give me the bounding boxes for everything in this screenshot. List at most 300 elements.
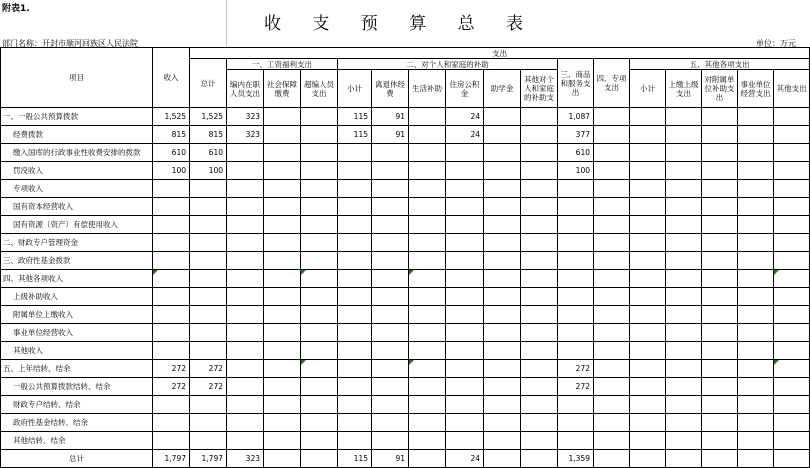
- table-row: [1, 198, 810, 216]
- cell-income: 610: [153, 144, 190, 162]
- cell-g5ent: [738, 378, 774, 396]
- cell-g1a: 323: [227, 108, 264, 126]
- cell-g2liv: [409, 162, 446, 180]
- cell-special: [594, 342, 630, 360]
- table-row: [1, 126, 810, 144]
- cell-g2liv: [409, 180, 446, 198]
- cell-g1a: [227, 432, 264, 450]
- cell-g5ent: [738, 216, 774, 234]
- cell-g2hou: [446, 360, 484, 378]
- cell-g2oth: [521, 126, 558, 144]
- cell-g5ent: [738, 180, 774, 198]
- row-label: 二、财政专户管理资金: [1, 234, 153, 252]
- cell-g1c: [301, 126, 338, 144]
- cell-g2sub: [338, 324, 372, 342]
- cell-g5up: [666, 198, 702, 216]
- cell-g5aff: [702, 306, 738, 324]
- cell-g2sub: 115: [338, 108, 372, 126]
- cell-g1b: [264, 216, 301, 234]
- cell-g5aff: [702, 108, 738, 126]
- cell-income: 272: [153, 360, 190, 378]
- header-group-wages: 一、工资福利支出: [227, 59, 338, 70]
- cell-g1a: [227, 396, 264, 414]
- cell-g1c: [301, 144, 338, 162]
- cell-g2ret: [372, 414, 409, 432]
- cell-g1a: [227, 162, 264, 180]
- cell-g2sub: 115: [338, 450, 372, 468]
- cell-g5aff: [702, 126, 738, 144]
- cell-g1a: [227, 342, 264, 360]
- cell-g5up: [666, 378, 702, 396]
- cell-special: [594, 108, 630, 126]
- row-label: 政府性基金结转、结余: [1, 414, 153, 432]
- cell-g1c: [301, 450, 338, 468]
- cell-special: [594, 216, 630, 234]
- cell-g2stu: [484, 432, 521, 450]
- footnote-label: 附表1.: [2, 4, 30, 14]
- cell-g2hou: [446, 198, 484, 216]
- cell-g2oth: [521, 180, 558, 198]
- cell-g2ret: [372, 216, 409, 234]
- row-label: 一、一般公共预算拨款: [1, 108, 153, 126]
- cell-total: 610: [190, 144, 227, 162]
- row-label: 其他结转、结余: [1, 432, 153, 450]
- cell-total: [190, 234, 227, 252]
- cell-g1b: [264, 342, 301, 360]
- cell-g5aff: [702, 414, 738, 432]
- cell-g2ret: 91: [372, 108, 409, 126]
- cell-goods: [558, 342, 594, 360]
- cell-g5oth: [774, 378, 810, 396]
- total-row: [1, 450, 810, 468]
- cell-g5ent: [738, 450, 774, 468]
- row-label: 五、上年结转、结余: [1, 360, 153, 378]
- cell-g2sub: [338, 252, 372, 270]
- cell-g5ent: [738, 252, 774, 270]
- cell-g2liv: [409, 216, 446, 234]
- cell-g1c: [301, 288, 338, 306]
- cell-goods: [558, 216, 594, 234]
- cell-g2liv: [409, 306, 446, 324]
- cell-g1a: [227, 144, 264, 162]
- cell-income: 815: [153, 126, 190, 144]
- cell-total: [190, 198, 227, 216]
- cell-g5aff: [702, 144, 738, 162]
- header-g5-col: 上缴上级支出: [666, 70, 702, 108]
- cell-g5up: [666, 324, 702, 342]
- row-label: 三、政府性基金拨款: [1, 252, 153, 270]
- cell-g1b: [264, 270, 301, 288]
- cell-income: [153, 288, 190, 306]
- cell-g2liv: [409, 324, 446, 342]
- cell-g2oth: [521, 216, 558, 234]
- cell-goods: [558, 306, 594, 324]
- budget-summary-table: [0, 47, 810, 468]
- cell-g2ret: [372, 162, 409, 180]
- row-label: 财政专户结转、结余: [1, 396, 153, 414]
- header-g2-col: 生活补助: [409, 70, 446, 108]
- cell-g2liv: [409, 234, 446, 252]
- cell-g1b: [264, 234, 301, 252]
- cell-g5up: [666, 306, 702, 324]
- cell-g2ret: [372, 144, 409, 162]
- cell-g5sub: [630, 342, 666, 360]
- cell-g5aff: [702, 360, 738, 378]
- cell-g2oth: [521, 234, 558, 252]
- page-title: 收 支 预 算 总 表: [263, 14, 537, 34]
- cell-special: [594, 234, 630, 252]
- cell-total: [190, 414, 227, 432]
- cell-g1c: [301, 108, 338, 126]
- cell-g5oth: [774, 360, 810, 378]
- cell-g2stu: [484, 108, 521, 126]
- table-row: [1, 180, 810, 198]
- cell-g5oth: [774, 324, 810, 342]
- header-g2-col: 小计: [338, 70, 372, 108]
- cell-special: [594, 144, 630, 162]
- cell-goods: 610: [558, 144, 594, 162]
- cell-g5up: [666, 216, 702, 234]
- cell-g2liv: [409, 396, 446, 414]
- cell-g2oth: [521, 324, 558, 342]
- cell-g5oth: [774, 108, 810, 126]
- table-row: [1, 108, 810, 126]
- header-g2-col: 离退休经费: [372, 70, 409, 108]
- cell-total: 100: [190, 162, 227, 180]
- table-row: [1, 414, 810, 432]
- cell-g5oth: [774, 270, 810, 288]
- row-label: 其他收入: [1, 342, 153, 360]
- cell-g5sub: [630, 252, 666, 270]
- cell-g1c: [301, 216, 338, 234]
- cell-g1b: [264, 288, 301, 306]
- cell-g2sub: [338, 198, 372, 216]
- cell-g2stu: [484, 216, 521, 234]
- cell-g1a: [227, 252, 264, 270]
- cell-g2liv: [409, 414, 446, 432]
- cell-goods: [558, 414, 594, 432]
- table-row: [1, 162, 810, 180]
- cell-total: [190, 216, 227, 234]
- cell-g1c: [301, 432, 338, 450]
- cell-g5ent: [738, 198, 774, 216]
- cell-g2stu: [484, 360, 521, 378]
- cell-g2oth: [521, 414, 558, 432]
- cell-g1b: [264, 324, 301, 342]
- cell-g2hou: [446, 252, 484, 270]
- cell-g5oth: [774, 414, 810, 432]
- cell-g1a: [227, 288, 264, 306]
- row-label: 事业单位经营收入: [1, 324, 153, 342]
- cell-special: [594, 306, 630, 324]
- cell-g5sub: [630, 378, 666, 396]
- cell-g5oth: [774, 306, 810, 324]
- cell-g2hou: [446, 288, 484, 306]
- cell-g5oth: [774, 198, 810, 216]
- header-group-other: 五、其他各项支出: [630, 59, 810, 70]
- cell-special: [594, 432, 630, 450]
- cell-total: [190, 306, 227, 324]
- header-g5-col: 对附属单位补助支出: [702, 70, 738, 108]
- cell-g5up: [666, 234, 702, 252]
- cell-goods: [558, 180, 594, 198]
- cell-goods: [558, 198, 594, 216]
- cell-g2liv: [409, 108, 446, 126]
- cell-g5oth: [774, 180, 810, 198]
- cell-g1a: [227, 378, 264, 396]
- cell-g5oth: [774, 396, 810, 414]
- cell-special: [594, 162, 630, 180]
- cell-g1a: 323: [227, 126, 264, 144]
- cell-g1b: [264, 378, 301, 396]
- cell-g5oth: [774, 288, 810, 306]
- cell-g2ret: [372, 396, 409, 414]
- cell-g1c: [301, 378, 338, 396]
- header-total: 总计: [190, 59, 227, 108]
- cell-g2stu: [484, 270, 521, 288]
- cell-g1c: [301, 198, 338, 216]
- cell-g5ent: [738, 126, 774, 144]
- cell-goods: [558, 432, 594, 450]
- cell-g5aff: [702, 378, 738, 396]
- cell-g5up: [666, 342, 702, 360]
- cell-g5sub: [630, 270, 666, 288]
- cell-special: [594, 360, 630, 378]
- cell-g2ret: [372, 342, 409, 360]
- cell-g2ret: [372, 198, 409, 216]
- cell-g5sub: [630, 108, 666, 126]
- cell-g5aff: [702, 432, 738, 450]
- cell-g1c: [301, 180, 338, 198]
- cell-g5sub: [630, 234, 666, 252]
- cell-g2hou: [446, 432, 484, 450]
- cell-g5up: [666, 126, 702, 144]
- cell-special: [594, 126, 630, 144]
- cell-g2ret: [372, 432, 409, 450]
- cell-g2liv: [409, 450, 446, 468]
- cell-g5oth: [774, 234, 810, 252]
- cell-g5aff: [702, 450, 738, 468]
- cell-g2liv: [409, 342, 446, 360]
- cell-total: [190, 288, 227, 306]
- table-row: [1, 144, 810, 162]
- cell-g2oth: [521, 144, 558, 162]
- header-g5-col: 其他支出: [774, 70, 810, 108]
- cell-g1a: [227, 216, 264, 234]
- row-label: 国有资源（资产）有偿使用收入: [1, 216, 153, 234]
- cell-g2stu: [484, 162, 521, 180]
- cell-g2oth: [521, 270, 558, 288]
- table-row: [1, 270, 810, 288]
- cell-g1b: [264, 360, 301, 378]
- cell-g2stu: [484, 252, 521, 270]
- cell-g5oth: [774, 432, 810, 450]
- cell-g5aff: [702, 198, 738, 216]
- cell-g5oth: [774, 342, 810, 360]
- cell-total: 272: [190, 378, 227, 396]
- table-row: [1, 396, 810, 414]
- cell-g5up: [666, 108, 702, 126]
- cell-g5ent: [738, 288, 774, 306]
- cell-g5sub: [630, 198, 666, 216]
- cell-g2stu: [484, 306, 521, 324]
- table-row: [1, 342, 810, 360]
- cell-income: [153, 306, 190, 324]
- cell-g2stu: [484, 180, 521, 198]
- cell-g2oth: [521, 288, 558, 306]
- cell-g2hou: [446, 396, 484, 414]
- table-row: [1, 324, 810, 342]
- cell-g5sub: [630, 414, 666, 432]
- cell-total: [190, 252, 227, 270]
- cell-g5up: [666, 288, 702, 306]
- cell-special: [594, 288, 630, 306]
- cell-g2oth: [521, 306, 558, 324]
- cell-special: [594, 252, 630, 270]
- cell-g5aff: [702, 252, 738, 270]
- header-group-personal: 二、对个人和家庭的补助: [338, 59, 558, 70]
- cell-g2sub: [338, 306, 372, 324]
- cell-g1b: [264, 252, 301, 270]
- header-expense: 支出: [190, 48, 810, 59]
- cell-g1c: [301, 396, 338, 414]
- table-row: [1, 216, 810, 234]
- cell-g5sub: [630, 126, 666, 144]
- table-row: [1, 252, 810, 270]
- header-g2-col: 住房公积金: [446, 70, 484, 108]
- cell-total: 815: [190, 126, 227, 144]
- cell-total: 1,525: [190, 108, 227, 126]
- cell-g5sub: [630, 450, 666, 468]
- cell-g5ent: [738, 162, 774, 180]
- cell-income: [153, 342, 190, 360]
- header-g2-col: 助学金: [484, 70, 521, 108]
- cell-g5sub: [630, 360, 666, 378]
- cell-g2hou: [446, 270, 484, 288]
- cell-g2ret: [372, 306, 409, 324]
- cell-g2ret: [372, 288, 409, 306]
- cell-total: 1,797: [190, 450, 227, 468]
- cell-g5sub: [630, 162, 666, 180]
- cell-g2ret: [372, 324, 409, 342]
- cell-g2sub: [338, 162, 372, 180]
- cell-g2oth: [521, 396, 558, 414]
- cell-g2oth: [521, 108, 558, 126]
- row-label: 经费拨款: [1, 126, 153, 144]
- cell-g2ret: [372, 360, 409, 378]
- cell-g1b: [264, 108, 301, 126]
- cell-g2sub: [338, 144, 372, 162]
- cell-g5aff: [702, 216, 738, 234]
- header-row-1: [1, 48, 810, 59]
- cell-g5up: [666, 162, 702, 180]
- header-g1-col: 编内在职人员支出: [227, 70, 264, 108]
- cell-g1c: [301, 306, 338, 324]
- cell-g5sub: [630, 324, 666, 342]
- cell-g2stu: [484, 324, 521, 342]
- table-row: [1, 360, 810, 378]
- cell-g2oth: [521, 342, 558, 360]
- cell-income: 1,797: [153, 450, 190, 468]
- cell-g2sub: [338, 414, 372, 432]
- cell-g2liv: [409, 144, 446, 162]
- cell-g2oth: [521, 162, 558, 180]
- header-goods: 三、商品和服务支出: [558, 59, 594, 108]
- cell-g2stu: [484, 234, 521, 252]
- cell-g5oth: [774, 144, 810, 162]
- cell-g5ent: [738, 324, 774, 342]
- cell-total: [190, 432, 227, 450]
- cell-goods: 1,087: [558, 108, 594, 126]
- header-g1-col: 社会保障缴费: [264, 70, 301, 108]
- cell-goods: 1,359: [558, 450, 594, 468]
- cell-g2hou: 24: [446, 450, 484, 468]
- cell-g5ent: [738, 414, 774, 432]
- cell-income: [153, 216, 190, 234]
- cell-g2oth: [521, 360, 558, 378]
- cell-g5oth: [774, 126, 810, 144]
- cell-special: [594, 180, 630, 198]
- cell-total: [190, 270, 227, 288]
- cell-g5ent: [738, 108, 774, 126]
- cell-special: [594, 450, 630, 468]
- cell-g2hou: [446, 162, 484, 180]
- cell-g2sub: [338, 216, 372, 234]
- cell-g2hou: [446, 234, 484, 252]
- cell-g5up: [666, 252, 702, 270]
- cell-g2liv: [409, 378, 446, 396]
- cell-g5up: [666, 360, 702, 378]
- header-g5-col: 小计: [630, 70, 666, 108]
- cell-g1c: [301, 162, 338, 180]
- cell-g2sub: [338, 396, 372, 414]
- cell-total: [190, 180, 227, 198]
- cell-g2ret: 91: [372, 126, 409, 144]
- cell-g2stu: [484, 414, 521, 432]
- cell-g5sub: [630, 180, 666, 198]
- cell-g2liv: [409, 288, 446, 306]
- cell-g2hou: [446, 414, 484, 432]
- cell-special: [594, 198, 630, 216]
- cell-income: [153, 414, 190, 432]
- cell-income: 272: [153, 378, 190, 396]
- cell-g1c: [301, 324, 338, 342]
- cell-g1c: [301, 414, 338, 432]
- cell-g5ent: [738, 306, 774, 324]
- cell-g2stu: [484, 288, 521, 306]
- header-g1-col: 超编人员支出: [301, 70, 338, 108]
- cell-g1b: [264, 162, 301, 180]
- unit-label: 单位：万元: [756, 39, 796, 48]
- row-label: 上级补助收入: [1, 288, 153, 306]
- cell-g2stu: [484, 450, 521, 468]
- cell-g5up: [666, 450, 702, 468]
- header-divider: [226, 0, 227, 47]
- cell-g5oth: [774, 252, 810, 270]
- cell-special: [594, 324, 630, 342]
- cell-g2hou: 24: [446, 126, 484, 144]
- cell-income: [153, 270, 190, 288]
- cell-g2liv: [409, 270, 446, 288]
- cell-g1b: [264, 198, 301, 216]
- cell-g5up: [666, 414, 702, 432]
- cell-g2sub: [338, 360, 372, 378]
- cell-goods: 272: [558, 360, 594, 378]
- row-label: 专项收入: [1, 180, 153, 198]
- cell-g2sub: [338, 288, 372, 306]
- cell-g5sub: [630, 288, 666, 306]
- cell-g1a: [227, 360, 264, 378]
